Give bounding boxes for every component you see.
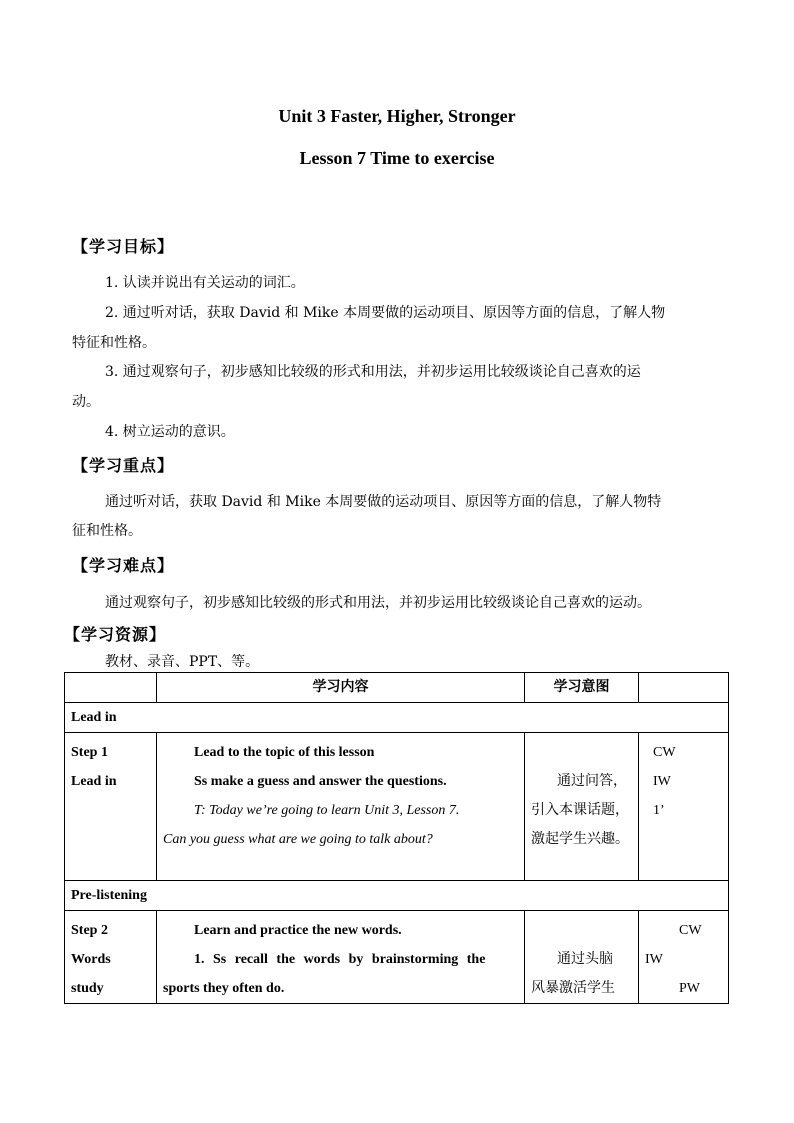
- objective-2: 2. 通过听对话，获取 David 和 Mike 本周要做的运动项目、原因等方面的信息，了解人物: [105, 305, 666, 321]
- intent-line: 通过头脑: [557, 951, 613, 967]
- key-points-heading: 【学习重点】: [72, 456, 175, 475]
- lesson-title: Lesson 7 Time to exercise: [299, 148, 495, 168]
- intent-cell: [525, 911, 639, 1004]
- header-content: 学习内容: [157, 673, 525, 703]
- content-line: Can you guess what are we going to talk about?: [163, 832, 433, 847]
- difficulties-line-1: 通过观察句子，初步感知比较级的形式和用法，并初步运用比较级谈论自己喜欢的运动。: [105, 595, 651, 611]
- content-cell: [157, 911, 525, 1004]
- content-line: T: Today we’re going to learn Unit 3, Lesson 7.: [194, 803, 460, 818]
- step-cell: [65, 911, 157, 1004]
- section-row-pre-listening: [65, 881, 729, 911]
- intent-line: 风暴激活学生: [531, 980, 615, 996]
- header-cell-empty-1: [65, 673, 157, 703]
- section-row-lead-in: [65, 703, 729, 733]
- intent-line: 激起学生兴趣。: [531, 831, 629, 847]
- objective-1: 1. 认读并说出有关运动的词汇。: [105, 275, 305, 291]
- content-line: sports they often do.: [163, 981, 285, 996]
- table-row: [65, 733, 729, 881]
- content-line: 1. Ss recall the words by brainstorming the: [194, 952, 486, 967]
- mode-line: CW: [653, 745, 676, 760]
- intent-line: 引入本课话题，: [531, 802, 629, 818]
- table-header-row: [65, 673, 729, 703]
- mode-line: PW: [679, 981, 700, 996]
- objective-3: 3. 通过观察句子，初步感知比较级的形式和用法，并初步运用比较级谈论自己喜欢的运: [105, 364, 641, 380]
- content-line: Learn and practice the new words.: [194, 923, 402, 938]
- section-label: Pre-listening: [65, 881, 729, 911]
- mode-line: CW: [679, 923, 702, 938]
- mode-line: 1’: [653, 803, 665, 818]
- step-line: Words: [71, 952, 111, 967]
- step-cell: [65, 733, 157, 881]
- lesson-plan-table: [64, 672, 729, 1004]
- intent-line: 通过问答，: [557, 773, 627, 789]
- content-cell: [157, 733, 525, 881]
- step-line: Lead in: [71, 774, 117, 789]
- mode-cell: [639, 911, 729, 1004]
- section-label: Lead in: [65, 703, 729, 733]
- key-points-line-1: 通过听对话，获取 David 和 Mike 本周要做的运动项目、原因等方面的信息，了解人物特: [105, 494, 662, 510]
- header-intent: 学习意图: [525, 673, 639, 703]
- difficulties-heading: 【学习难点】: [72, 556, 175, 575]
- objective-2-cont: 特征和性格。: [72, 335, 156, 351]
- content-line: Lead to the topic of this lesson: [194, 745, 375, 760]
- resources-text: 教材、录音、PPT、等。: [105, 654, 260, 670]
- content-line: Ss make a guess and answer the questions.: [194, 774, 447, 789]
- step-line: Step 1: [71, 745, 108, 760]
- mode-cell: [639, 733, 729, 881]
- table-row: [65, 911, 729, 1004]
- objective-4: 4. 树立运动的意识。: [105, 424, 235, 440]
- step-line: study: [71, 981, 104, 996]
- step-line: Step 2: [71, 923, 108, 938]
- objective-3-cont: 动。: [72, 394, 100, 410]
- mode-line: IW: [653, 774, 671, 789]
- resources-heading: 【学习资源】: [64, 625, 167, 644]
- key-points-line-2: 征和性格。: [72, 523, 142, 539]
- unit-title: Unit 3 Faster, Higher, Stronger: [278, 106, 516, 126]
- header-cell-empty-4: [639, 673, 729, 703]
- intent-cell: [525, 733, 639, 881]
- objectives-heading: 【学习目标】: [72, 237, 175, 256]
- mode-line: IW: [645, 952, 663, 967]
